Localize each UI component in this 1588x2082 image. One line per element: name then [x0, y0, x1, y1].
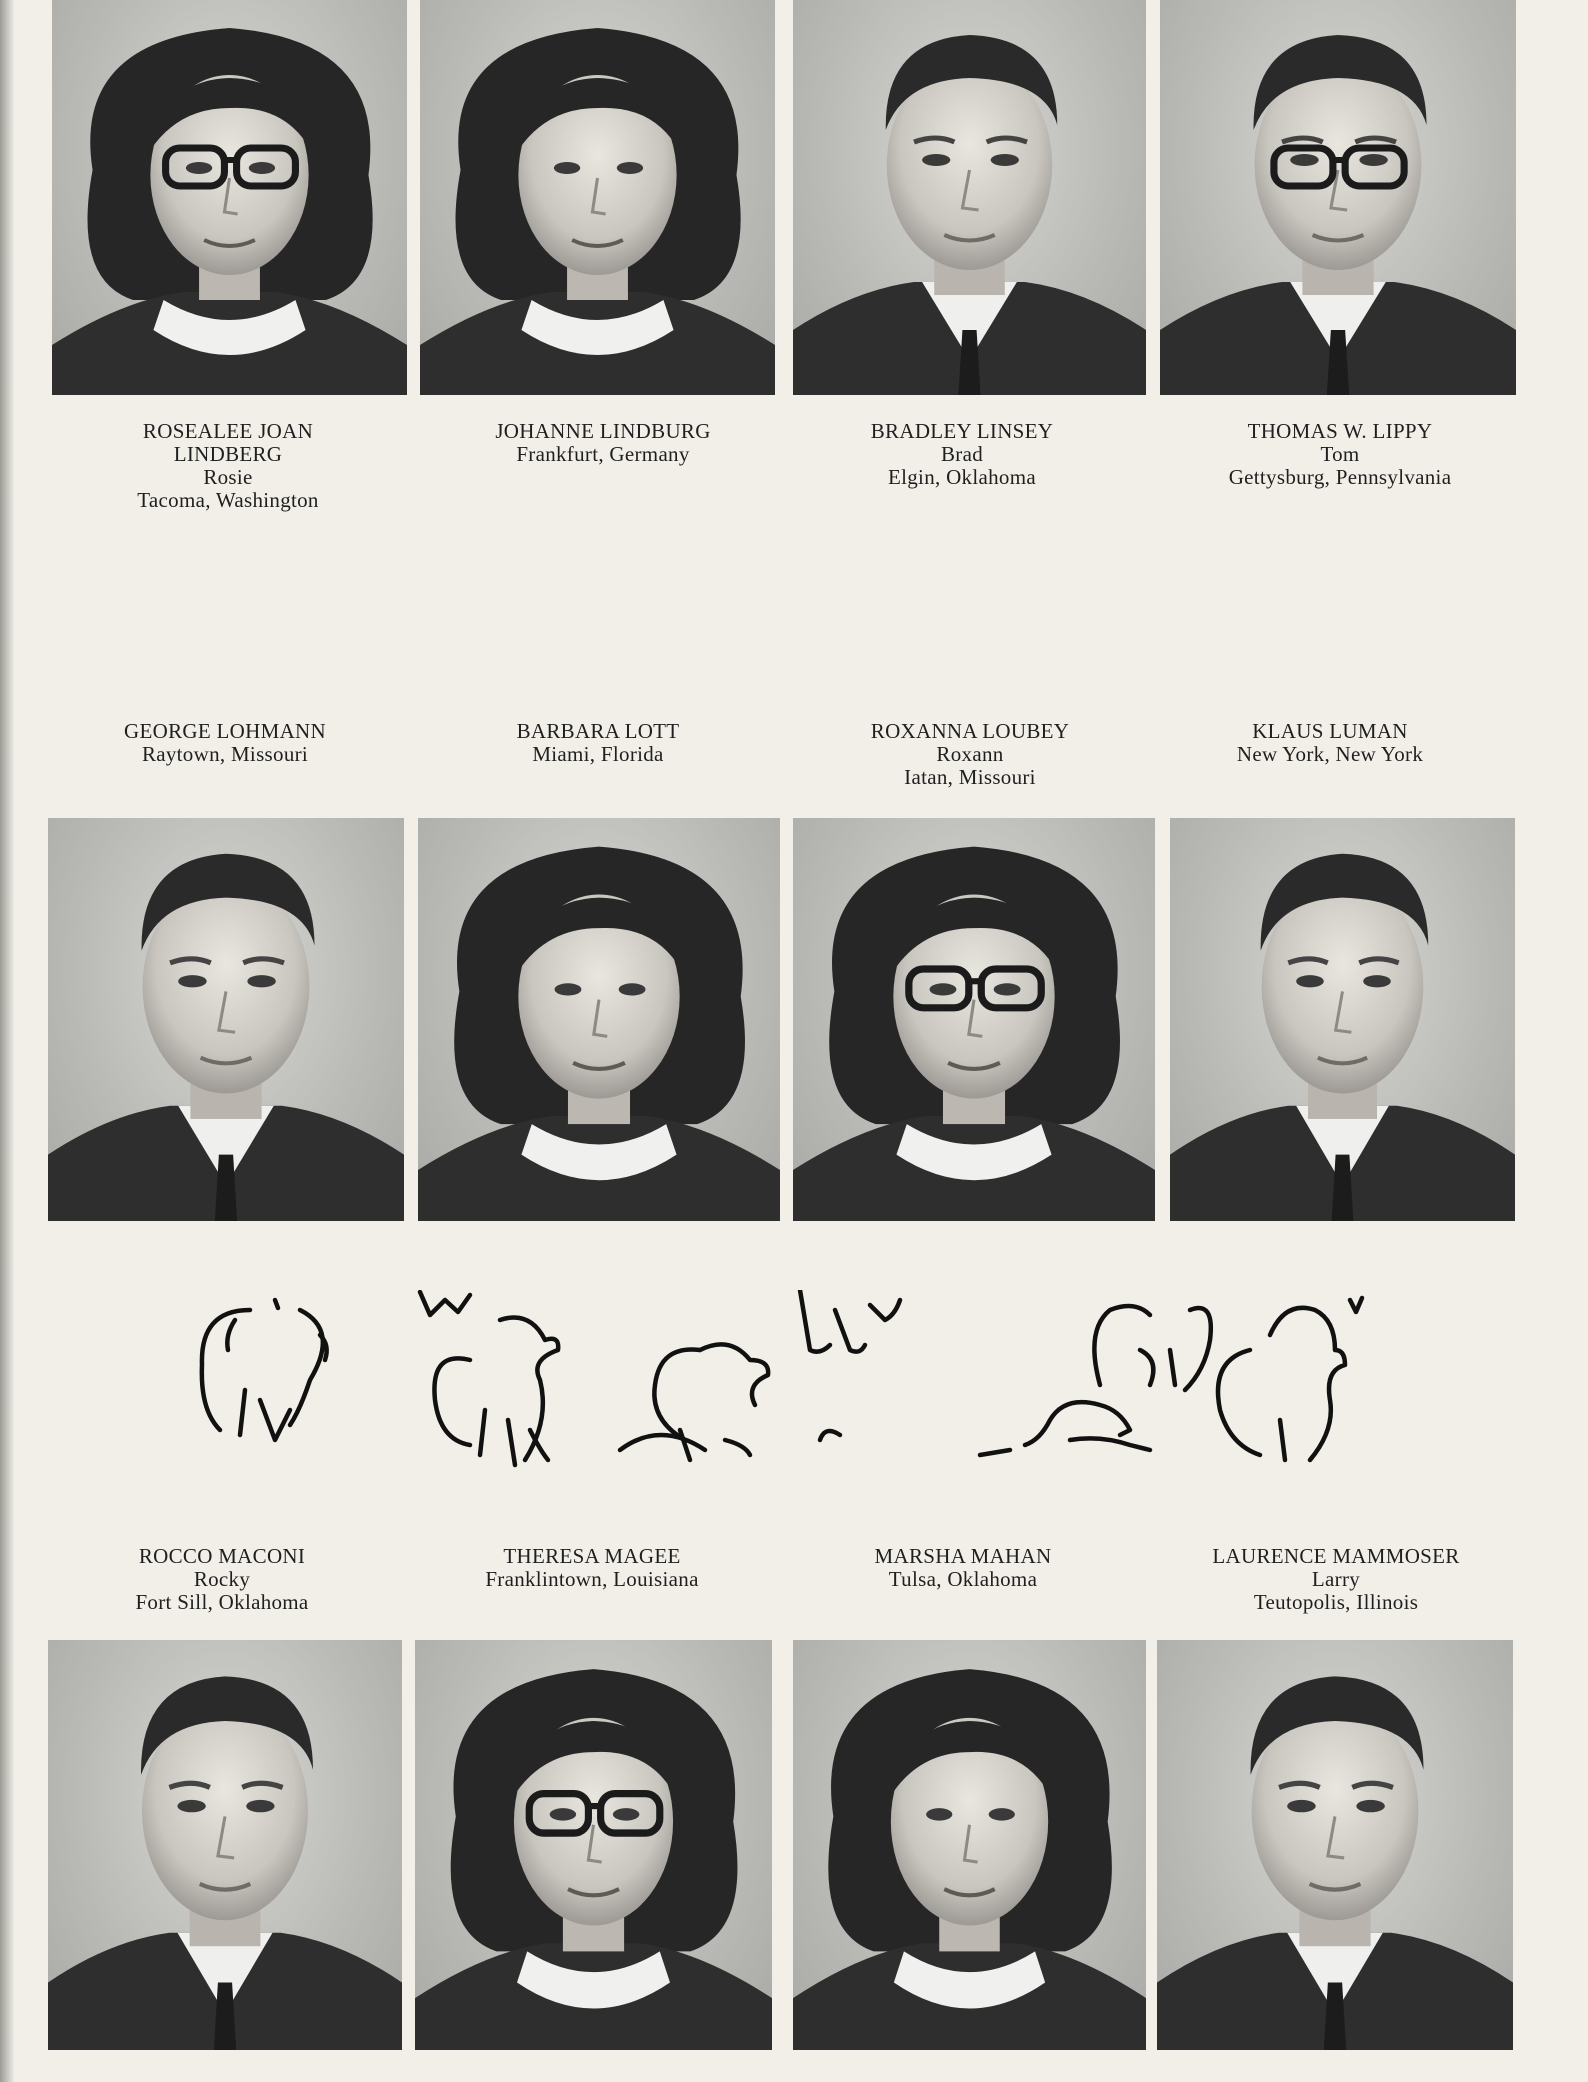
- student-hometown: Fort Sill, Oklahoma: [135, 1590, 309, 1614]
- portrait-photo: [1157, 1640, 1513, 2050]
- student-hometown: Teutopolis, Illinois: [1253, 1590, 1419, 1614]
- eagle-icon: [980, 1402, 1150, 1455]
- student-hometown: Raytown, Missouri: [141, 742, 309, 766]
- student-name: THOMAS W. LIPPY: [1247, 419, 1433, 443]
- student-hometown: Gettysburg, Pennsylvania: [1228, 465, 1452, 489]
- student-nickname: Roxann: [936, 742, 1004, 766]
- student-caption: [793, 1545, 1133, 1591]
- student-name-continued: LINDBERG: [173, 442, 283, 466]
- portrait-photo: [793, 0, 1146, 395]
- student-caption: [58, 420, 398, 512]
- student-nickname: Rosie: [203, 465, 253, 489]
- eagle-icon: [620, 1344, 768, 1460]
- student-hometown: Miami, Florida: [532, 742, 664, 766]
- student-name: LAURENCE MAMMOSER: [1212, 1544, 1460, 1568]
- eagle-icon: [800, 1290, 900, 1440]
- student-caption: [1166, 1545, 1506, 1614]
- student-caption: [800, 720, 1140, 789]
- portrait-photo: [415, 1640, 772, 2050]
- portrait-photo: [420, 0, 775, 395]
- student-name: BRADLEY LINSEY: [870, 419, 1054, 443]
- student-nickname: Larry: [1311, 1567, 1361, 1591]
- portrait-photo: [48, 818, 404, 1221]
- student-caption: [792, 420, 1132, 489]
- eagle-icon: [1094, 1306, 1210, 1390]
- student-name: KLAUS LUMAN: [1252, 719, 1408, 743]
- portrait-photo: [793, 1640, 1146, 2050]
- portrait-photo: [48, 1640, 402, 2050]
- eagle-mascot-decoration: [180, 1290, 1460, 1500]
- student-hometown: Iatan, Missouri: [904, 765, 1036, 789]
- student-caption: [1160, 720, 1500, 766]
- eagle-icon: [202, 1300, 327, 1440]
- student-hometown: Elgin, Oklahoma: [888, 465, 1036, 489]
- portrait-photo: [52, 0, 407, 395]
- student-name: BARBARA LOTT: [516, 719, 680, 743]
- student-hometown: Tacoma, Washington: [137, 488, 319, 512]
- student-nickname: Tom: [1320, 442, 1360, 466]
- portrait-photo: [418, 818, 780, 1221]
- student-caption: [55, 720, 395, 766]
- student-hometown: New York, New York: [1236, 742, 1424, 766]
- student-nickname: Brad: [940, 442, 984, 466]
- student-name: ROSEALEE JOAN: [142, 419, 314, 443]
- student-name: JOHANNE LINDBURG: [495, 419, 711, 443]
- student-hometown: Franklintown, Louisiana: [485, 1567, 699, 1591]
- student-hometown: Tulsa, Oklahoma: [888, 1567, 1038, 1591]
- student-name: ROXANNA LOUBEY: [870, 719, 1070, 743]
- student-hometown: Frankfurt, Germany: [516, 442, 690, 466]
- student-nickname: Rocky: [193, 1567, 251, 1591]
- student-caption: [52, 1545, 392, 1614]
- student-caption: [1170, 420, 1510, 489]
- student-name: THERESA MAGEE: [503, 1544, 681, 1568]
- eagle-icon: [420, 1292, 558, 1465]
- portrait-photo: [1170, 818, 1515, 1221]
- portrait-photo: [1160, 0, 1516, 395]
- student-name: ROCCO MACONI: [138, 1544, 306, 1568]
- page-binding-edge: [0, 0, 14, 2082]
- eagle-icon: [1218, 1298, 1362, 1460]
- student-caption: [428, 720, 768, 766]
- student-name: GEORGE LOHMANN: [124, 719, 326, 743]
- portrait-photo: [793, 818, 1155, 1221]
- student-caption: [422, 1545, 762, 1591]
- student-caption: [433, 420, 773, 466]
- student-name: MARSHA MAHAN: [874, 1544, 1052, 1568]
